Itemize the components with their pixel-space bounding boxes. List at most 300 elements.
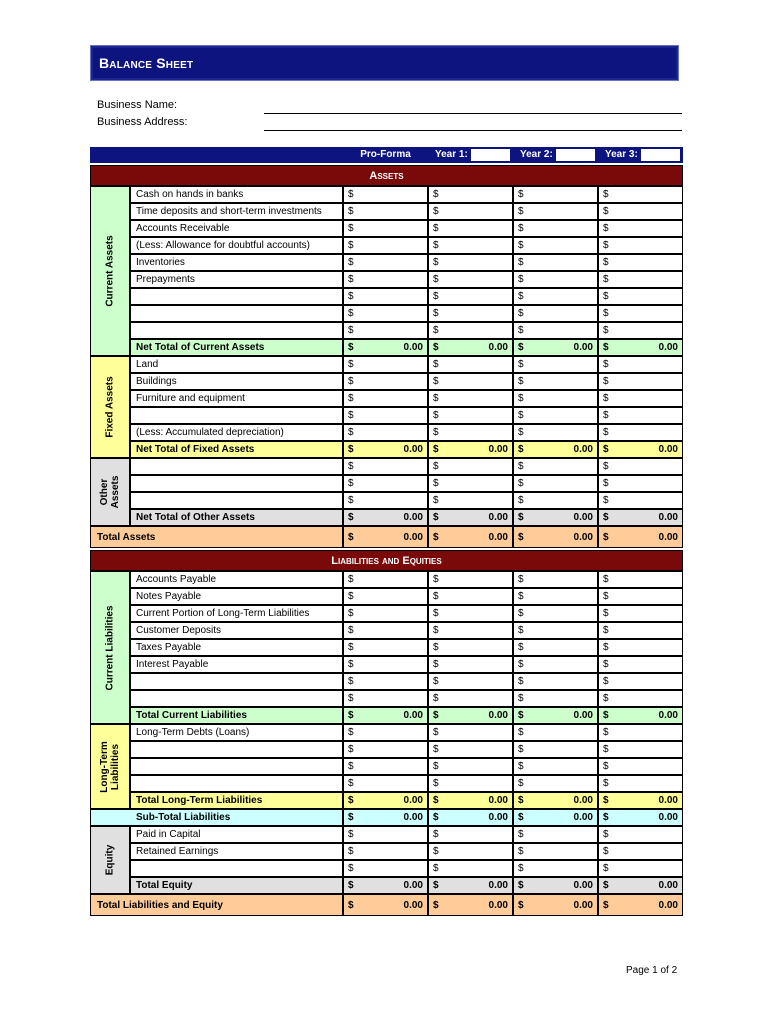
currency-symbol: $ [348,744,354,755]
currency-symbol: $ [348,512,354,523]
currency-symbol: $ [603,608,609,619]
amount-cell[interactable] [343,843,428,860]
year3-input[interactable] [641,149,680,161]
line-item-label [130,690,343,707]
amount-cell[interactable] [598,526,683,548]
amount-cell[interactable] [513,509,598,526]
title-bar [90,45,679,81]
amount-cell[interactable] [598,826,683,843]
amount-cell[interactable] [428,186,513,203]
amount-cell[interactable] [598,673,683,690]
currency-symbol: $ [433,625,439,636]
currency-symbol: $ [603,274,609,285]
currency-symbol: $ [433,410,439,421]
amount-cell[interactable] [343,758,428,775]
amount-cell[interactable] [428,741,513,758]
amount-cell[interactable] [513,775,598,792]
amount-cell[interactable] [598,775,683,792]
amount-cell[interactable] [598,741,683,758]
amount-cell[interactable] [428,758,513,775]
currency-symbol: $ [603,761,609,772]
page-title: Balance Sheet [99,55,194,71]
currency-symbol: $ [433,325,439,336]
amount-cell[interactable] [513,526,598,548]
amount-cell[interactable] [513,305,598,322]
amount-cell[interactable] [513,860,598,877]
currency-symbol: $ [433,308,439,319]
amount-cell[interactable] [343,588,428,605]
amount-cell[interactable] [598,203,683,220]
column-header-row [90,147,683,163]
amount-cell[interactable] [513,826,598,843]
amount-cell[interactable] [428,877,513,894]
amount-cell[interactable] [513,254,598,271]
amount-cell[interactable] [428,271,513,288]
currency-symbol: $ [518,240,524,251]
amount-cell[interactable] [428,622,513,639]
business-address-label: Business Address: [97,116,188,128]
currency-symbol: $ [348,532,354,543]
amount-cell[interactable] [598,186,683,203]
current-assets-side-label [90,186,130,356]
amount-cell[interactable] [428,339,513,356]
amount-cell[interactable] [513,288,598,305]
amount-cell[interactable] [428,656,513,673]
amount-cell[interactable] [598,237,683,254]
amount-cell[interactable] [598,707,683,724]
amount-cell[interactable] [428,860,513,877]
amount-cell[interactable] [428,571,513,588]
currency-symbol: $ [603,359,609,370]
currency-symbol: $ [603,308,609,319]
amount-cell[interactable] [598,220,683,237]
amount-cell[interactable] [598,758,683,775]
currency-symbol: $ [603,495,609,506]
amount-cell[interactable] [428,203,513,220]
currency-symbol: $ [433,461,439,472]
amount-cell[interactable] [343,339,428,356]
amount-cell[interactable] [598,271,683,288]
amount-cell[interactable] [598,288,683,305]
currency-symbol: $ [603,863,609,874]
currency-symbol: $ [518,532,524,543]
amount-cell[interactable] [513,741,598,758]
amount-cell[interactable] [513,843,598,860]
amount-cell[interactable] [598,305,683,322]
amount-cell[interactable] [428,775,513,792]
currency-symbol: $ [348,829,354,840]
currency-symbol: $ [603,591,609,602]
currency-symbol: $ [433,291,439,302]
currency-symbol: $ [603,744,609,755]
amount-cell[interactable] [598,656,683,673]
amount-cell[interactable] [598,588,683,605]
amount-cell[interactable] [598,424,683,441]
currency-symbol: $ [348,495,354,506]
currency-symbol: $ [433,778,439,789]
year2-input[interactable] [556,149,595,161]
currency-symbol: $ [348,591,354,602]
currency-symbol: $ [433,846,439,857]
amount-cell[interactable] [513,894,598,916]
header-year1 [428,147,513,163]
amount-cell[interactable] [428,605,513,622]
amount-cell[interactable] [428,526,513,548]
amount-cell[interactable] [513,877,598,894]
amount-cell[interactable] [428,690,513,707]
amount-cell[interactable] [343,741,428,758]
currency-symbol: $ [433,795,439,806]
currency-symbol: $ [348,291,354,302]
amount-value: 0.00 [573,900,593,911]
currency-symbol: $ [433,189,439,200]
amount-cell[interactable] [513,339,598,356]
amount-value: 0.00 [658,444,678,455]
amount-cell[interactable] [343,203,428,220]
amount-cell[interactable] [343,526,428,548]
currency-symbol: $ [518,880,524,891]
amount-value: 0.00 [403,532,423,543]
amount-cell[interactable] [513,724,598,741]
currency-symbol: $ [518,659,524,670]
currency-symbol: $ [518,461,524,472]
currency-symbol: $ [603,727,609,738]
currency-symbol: $ [433,393,439,404]
fixed-assets-side-label [90,356,130,458]
currency-symbol: $ [348,727,354,738]
side-label-text: Equity [104,844,116,876]
amount-cell[interactable] [343,622,428,639]
amount-cell[interactable] [513,322,598,339]
amount-cell[interactable] [428,254,513,271]
currency-symbol: $ [518,829,524,840]
total-liabilities-equity-row [90,894,683,916]
amount-cell[interactable] [513,271,598,288]
amount-cell[interactable] [513,237,598,254]
business-address-field[interactable] [264,130,682,131]
amount-cell[interactable] [428,707,513,724]
amount-cell[interactable] [598,407,683,424]
amount-cell[interactable] [513,203,598,220]
amount-value: 0.00 [403,900,423,911]
header-year2 [513,147,598,163]
amount-cell[interactable] [428,843,513,860]
amount-cell[interactable] [513,639,598,656]
amount-cell[interactable] [598,322,683,339]
amount-cell[interactable] [513,458,598,475]
currency-symbol: $ [433,240,439,251]
currency-symbol: $ [518,444,524,455]
group-total-label: Net Total of Current Assets [130,339,343,356]
amount-cell[interactable] [598,724,683,741]
amount-cell[interactable] [513,492,598,509]
amount-cell[interactable] [428,492,513,509]
amount-value: 0.00 [573,342,593,353]
side-label-text: Other Assets [99,475,121,509]
currency-symbol: $ [603,240,609,251]
currency-symbol: $ [433,642,439,653]
amount-value: 0.00 [488,532,508,543]
amount-cell[interactable] [343,707,428,724]
amount-cell[interactable] [513,758,598,775]
equity-group [90,826,683,894]
amount-cell[interactable] [428,390,513,407]
header-year1-label: Year 1: [435,149,468,160]
assets-header-row [90,163,683,186]
amount-value: 0.00 [403,444,423,455]
amount-cell[interactable] [513,571,598,588]
currency-symbol: $ [433,829,439,840]
amount-cell[interactable] [428,673,513,690]
amount-cell[interactable] [343,356,428,373]
amount-cell[interactable] [598,475,683,492]
amount-cell[interactable] [428,894,513,916]
amount-cell[interactable] [598,639,683,656]
amount-value: 0.00 [488,512,508,523]
line-item-label: Taxes Payable [130,639,343,656]
amount-cell[interactable] [513,186,598,203]
amount-cell[interactable] [343,792,428,809]
amount-cell[interactable] [513,220,598,237]
amount-cell[interactable] [428,792,513,809]
amount-cell[interactable] [598,877,683,894]
currency-symbol: $ [348,393,354,404]
amount-cell[interactable] [343,390,428,407]
amount-cell[interactable] [428,826,513,843]
amount-cell[interactable] [598,894,683,916]
amount-cell[interactable] [513,656,598,673]
currency-symbol: $ [433,676,439,687]
currency-symbol: $ [518,795,524,806]
amount-cell[interactable] [513,441,598,458]
long-term-liabilities-group [90,724,683,809]
header-blank [90,147,130,163]
amount-value: 0.00 [573,812,593,823]
amount-cell[interactable] [513,707,598,724]
amount-cell[interactable] [343,407,428,424]
amount-cell[interactable] [598,571,683,588]
year1-input[interactable] [471,149,510,161]
amount-cell[interactable] [598,605,683,622]
currency-symbol: $ [433,693,439,704]
amount-cell[interactable] [343,826,428,843]
currency-symbol: $ [518,257,524,268]
currency-symbol: $ [603,223,609,234]
amount-value: 0.00 [488,342,508,353]
amount-cell[interactable] [343,571,428,588]
amount-cell[interactable] [343,877,428,894]
amount-value: 0.00 [658,710,678,721]
amount-cell[interactable] [598,254,683,271]
amount-cell[interactable] [343,288,428,305]
currency-symbol: $ [518,291,524,302]
amount-value: 0.00 [658,532,678,543]
amount-cell[interactable] [343,605,428,622]
amount-cell[interactable] [598,373,683,390]
amount-cell[interactable] [343,254,428,271]
header-year3 [598,147,683,163]
amount-cell[interactable] [598,690,683,707]
amount-value: 0.00 [403,880,423,891]
currency-symbol: $ [603,478,609,489]
amount-value: 0.00 [403,512,423,523]
liabilities-header: Liabilities and Equities [90,550,683,571]
currency-symbol: $ [518,812,524,823]
amount-cell[interactable] [428,356,513,373]
amount-cell[interactable] [513,673,598,690]
group-total-label: Net Total of Fixed Assets [130,441,343,458]
currency-symbol: $ [433,659,439,670]
amount-value: 0.00 [488,444,508,455]
amount-cell[interactable] [343,809,428,826]
amount-cell[interactable] [428,588,513,605]
amount-cell[interactable] [513,622,598,639]
amount-cell[interactable] [343,237,428,254]
total-liabilities-equity-label: Total Liabilities and Equity [90,894,343,916]
amount-cell[interactable] [343,220,428,237]
total-assets-label: Total Assets [90,526,343,548]
currency-symbol: $ [348,659,354,670]
currency-symbol: $ [603,444,609,455]
currency-symbol: $ [518,608,524,619]
business-name-field[interactable] [264,113,682,114]
amount-cell[interactable] [513,792,598,809]
currency-symbol: $ [518,778,524,789]
currency-symbol: $ [348,257,354,268]
equity-side-label [90,826,130,894]
amount-cell[interactable] [343,775,428,792]
currency-symbol: $ [603,574,609,585]
currency-symbol: $ [348,812,354,823]
amount-cell[interactable] [428,639,513,656]
amount-cell[interactable] [513,407,598,424]
amount-value: 0.00 [403,795,423,806]
amount-value: 0.00 [573,710,593,721]
fixed-assets-group [90,356,683,458]
amount-cell[interactable] [428,288,513,305]
currency-symbol: $ [348,206,354,217]
amount-cell[interactable] [428,237,513,254]
currency-symbol: $ [603,427,609,438]
amount-cell[interactable] [598,792,683,809]
amount-cell[interactable] [598,860,683,877]
amount-cell[interactable] [428,509,513,526]
amount-cell[interactable] [343,475,428,492]
amount-cell[interactable] [428,809,513,826]
amount-value: 0.00 [488,795,508,806]
amount-cell[interactable] [513,424,598,441]
amount-cell[interactable] [343,424,428,441]
amount-cell[interactable] [598,458,683,475]
amount-value: 0.00 [488,812,508,823]
currency-symbol: $ [433,744,439,755]
amount-cell[interactable] [343,271,428,288]
line-item-label [130,475,343,492]
amount-cell[interactable] [428,322,513,339]
amount-cell[interactable] [513,356,598,373]
amount-cell[interactable] [598,339,683,356]
amount-cell[interactable] [343,322,428,339]
amount-cell[interactable] [598,492,683,509]
line-item-label [130,492,343,509]
amount-value: 0.00 [403,812,423,823]
amount-value: 0.00 [488,880,508,891]
amount-value: 0.00 [573,512,593,523]
amount-cell[interactable] [428,724,513,741]
amount-cell[interactable] [343,656,428,673]
side-label-text: Current Liabilities [104,604,116,691]
amount-cell[interactable] [513,390,598,407]
amount-cell[interactable] [428,458,513,475]
amount-cell[interactable] [343,441,428,458]
amount-cell[interactable] [343,305,428,322]
amount-value: 0.00 [403,342,423,353]
amount-cell[interactable] [428,475,513,492]
currency-symbol: $ [518,676,524,687]
amount-cell[interactable] [428,305,513,322]
amount-cell[interactable] [598,809,683,826]
currency-symbol: $ [603,778,609,789]
amount-cell[interactable] [513,373,598,390]
amount-cell[interactable] [343,639,428,656]
currency-symbol: $ [603,393,609,404]
header-proforma: Pro-Forma [343,147,428,163]
amount-cell[interactable] [513,809,598,826]
amount-cell[interactable] [343,373,428,390]
amount-cell[interactable] [343,186,428,203]
amount-cell[interactable] [343,860,428,877]
amount-cell[interactable] [598,356,683,373]
currency-symbol: $ [518,693,524,704]
amount-cell[interactable] [343,894,428,916]
amount-value: 0.00 [658,342,678,353]
currency-symbol: $ [518,342,524,353]
amount-cell[interactable] [343,690,428,707]
amount-cell[interactable] [343,458,428,475]
amount-cell[interactable] [343,492,428,509]
amount-cell[interactable] [428,424,513,441]
amount-cell[interactable] [513,690,598,707]
amount-cell[interactable] [428,373,513,390]
amount-cell[interactable] [428,407,513,424]
currency-symbol: $ [518,478,524,489]
amount-cell[interactable] [428,441,513,458]
amount-cell[interactable] [598,441,683,458]
amount-cell[interactable] [598,622,683,639]
amount-cell[interactable] [513,605,598,622]
amount-cell[interactable] [513,588,598,605]
currency-symbol: $ [348,880,354,891]
amount-cell[interactable] [598,509,683,526]
currency-symbol: $ [518,744,524,755]
assets-header: Assets [90,165,683,186]
amount-cell[interactable] [343,509,428,526]
currency-symbol: $ [518,206,524,217]
amount-cell[interactable] [598,843,683,860]
amount-cell[interactable] [513,475,598,492]
currency-symbol: $ [348,478,354,489]
amount-cell[interactable] [428,220,513,237]
currency-symbol: $ [603,342,609,353]
amount-cell[interactable] [598,390,683,407]
currency-symbol: $ [603,846,609,857]
currency-symbol: $ [348,444,354,455]
amount-cell[interactable] [343,673,428,690]
amount-cell[interactable] [343,724,428,741]
currency-symbol: $ [433,727,439,738]
currency-symbol: $ [518,642,524,653]
currency-symbol: $ [348,189,354,200]
